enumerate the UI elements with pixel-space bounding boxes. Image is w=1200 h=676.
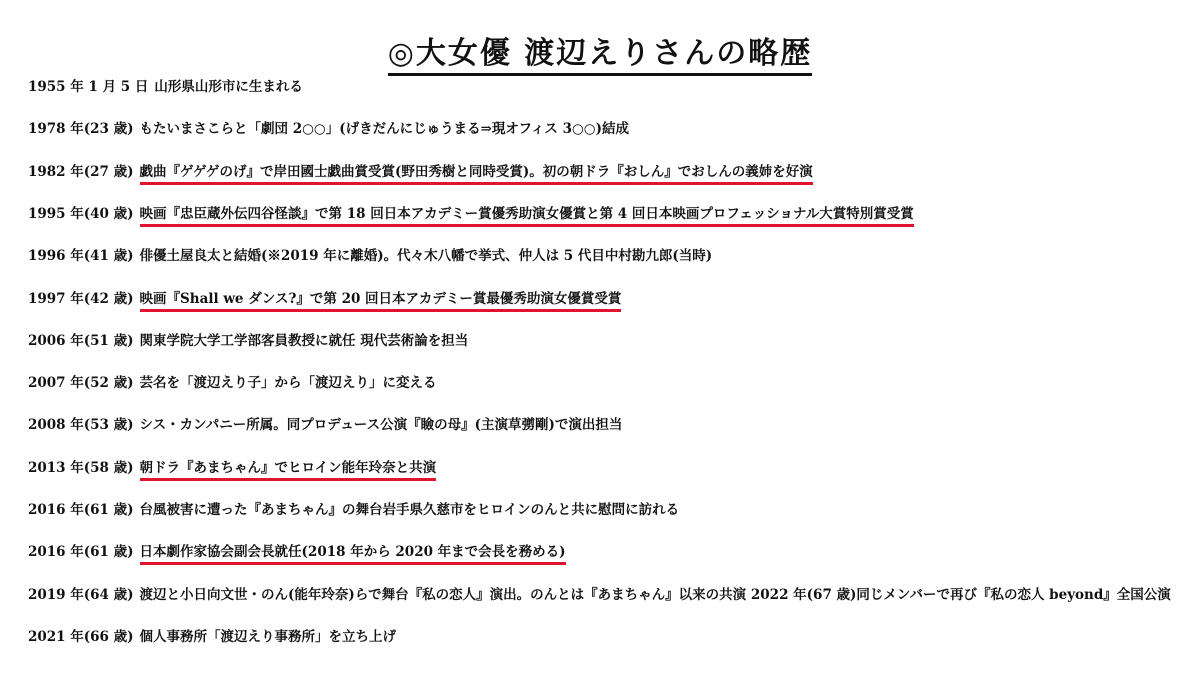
entry-year: 1995 年(40 歳) xyxy=(28,205,134,222)
timeline-entry xyxy=(28,163,813,185)
timeline-entry xyxy=(28,501,679,519)
entry-year: 2021 年(66 歳) xyxy=(28,628,134,645)
entry-text-highlighted: 戯曲『ゲゲゲのげ』で岸田國士戯曲賞受賞(野田秀樹と同時受賞)。初の朝ドラ『おしん』でおしんの義姉を好演 xyxy=(140,163,813,185)
entry-text: シス・カンパニー所属。同プロデュース公演『瞼の母』(主演草彅剛)で演出担当 xyxy=(139,417,623,434)
entry-text: 山形県山形市に生まれる xyxy=(154,79,303,95)
entry-year: 2007 年(52 歳) xyxy=(28,375,134,392)
timeline-entry xyxy=(28,459,436,481)
entry-text: 芸名を「渡辺えり子」から「渡辺えり」に変える xyxy=(139,375,437,392)
entry-text: 台風被害に遭った『あまちゃん』の舞台岩手県久慈市をヒロインのんと共に慰問に訪れる xyxy=(139,502,680,518)
entry-year: 1997 年(42 歳) xyxy=(28,290,134,307)
entry-year: 1978 年(23 歳) xyxy=(28,121,134,138)
timeline-entry xyxy=(28,543,566,565)
timeline-entry xyxy=(28,247,712,265)
entry-year: 2016 年(61 歳) xyxy=(28,502,134,518)
entry-year: 1996 年(41 歳) xyxy=(28,248,134,265)
entry-text: 関東学院大学工学部客員教授に就任 現代芸術論を担当 xyxy=(139,332,469,349)
entry-text: 渡辺と小日向文世・のん(能年玲奈)らで舞台『私の恋人』演出。のんとは『あまちゃん』以来の共演 2022 年(67 歳)同じメンバーで再び『私の恋人 beyond』全国公演 xyxy=(139,586,1171,603)
timeline-entry xyxy=(28,120,629,138)
timeline-entry xyxy=(28,205,914,227)
entry-text: 俳優土屋良太と結婚(※2019 年に離婚)。代々木八幡で挙式、仲人は 5 代目中村勘九郎(当時) xyxy=(139,248,713,265)
timeline-entry xyxy=(28,416,622,434)
entry-year: 2006 年(51 歳) xyxy=(28,332,134,349)
entry-text-highlighted: 朝ドラ『あまちゃん』でヒロイン能年玲奈と共演 xyxy=(140,459,437,481)
entry-year: 2008 年(53 歳) xyxy=(28,417,134,434)
entry-year: 2016 年(61 歳) xyxy=(28,544,134,561)
entry-year: 2019 年(64 歳) xyxy=(28,586,134,603)
timeline-entry xyxy=(28,628,396,646)
entry-text: 個人事務所「渡辺えり事務所」を立ち上げ xyxy=(139,628,397,645)
timeline-entry xyxy=(28,586,1171,604)
entry-year: 2013 年(58 歳) xyxy=(28,459,134,476)
timeline-entry xyxy=(28,290,621,312)
timeline-entry xyxy=(28,78,303,96)
timeline-entry xyxy=(28,374,437,392)
entry-text: もたいまさこらと「劇団 2○○」(げきだんにじゅうまる⇒現オフィス 3○○)結成 xyxy=(139,121,629,138)
timeline-list xyxy=(28,0,1188,676)
entry-text-highlighted: 映画『Shall we ダンス?』で第 20 回日本アカデミー賞最優秀助演女優賞受賞 xyxy=(140,290,622,312)
entry-text-highlighted: 日本劇作家協会副会長就任(2018 年から 2020 年まで会長を務める) xyxy=(140,543,566,565)
entry-text-highlighted: 映画『忠臣蔵外伝四谷怪談』で第 18 回日本アカデミー賞優秀助演女優賞と第 4 回日本映画プロフェッショナル大賞特別賞受賞 xyxy=(140,205,914,227)
timeline-entry xyxy=(28,332,468,350)
entry-year: 1955 年 1 月 5 日 xyxy=(28,79,149,95)
page-title-text: ◎大女優 渡辺えりさんの略歴 xyxy=(388,28,813,76)
entry-year: 1982 年(27 歳) xyxy=(28,163,134,180)
